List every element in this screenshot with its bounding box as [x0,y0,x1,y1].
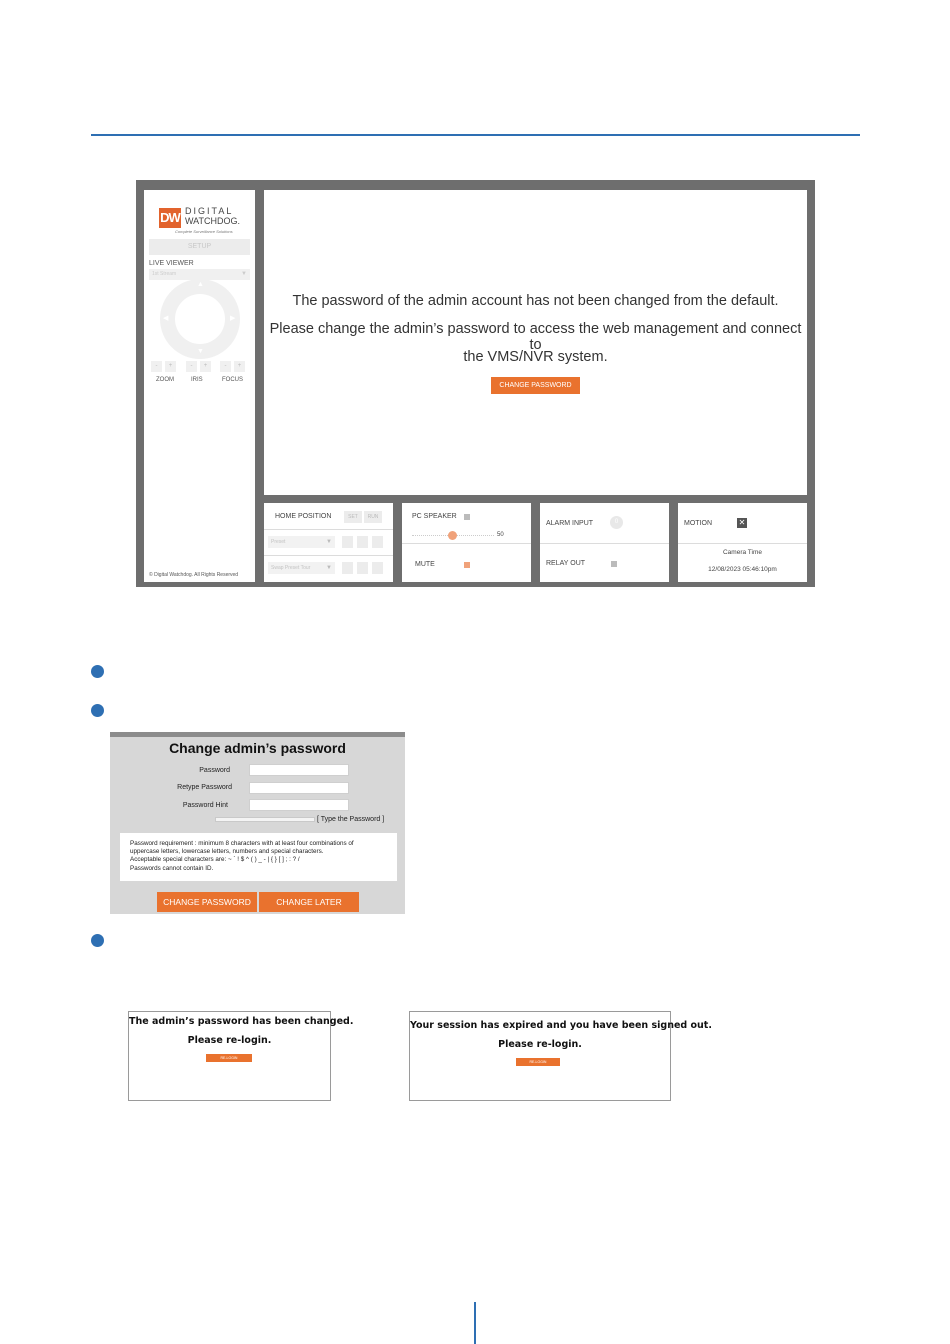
volume-value: 50 [497,532,504,538]
dialog-top-bar [110,732,405,737]
password-changed-dialog [128,1011,354,1101]
password-input[interactable] [249,764,349,776]
camera-time-label: Camera Time [722,549,762,556]
relogin-button[interactable]: RE-LOGIN [516,1058,560,1066]
requirement-line: uppercase letters, lowercase letters, numbers and special characters. [130,848,324,856]
divider [540,543,669,544]
chevron-down-icon: ▼ [241,271,247,277]
pc-speaker-label: PC SPEAKER [412,513,457,520]
pc-speaker-widget [402,503,531,582]
preset-tour-value: Swap Preset Tour [271,565,311,571]
preset-select-value: Preset [271,539,286,545]
chevron-down-icon: ▼ [326,565,332,571]
mute-checkbox[interactable] [464,562,470,568]
step-bullet [91,704,104,717]
preset-go-button[interactable] [342,536,353,548]
preset-set-button[interactable] [357,536,368,548]
logo-mark: DW [159,208,181,228]
warning-line1: The password of the admin account has not been changed from the default. [292,293,779,309]
zoom-in-button[interactable]: + [165,361,176,372]
home-position-label: HOME POSITION [275,513,332,520]
change-later-button[interactable]: CHANGE LATER [259,892,359,912]
password-changed-message: The admin’s password has been changed. [129,1016,354,1027]
setup-button[interactable]: SETUP [149,239,250,255]
logo-line2: WATCHDOG. [185,216,240,226]
retype-password-label: Retype Password [177,784,232,791]
requirement-line: Password requirement : minimum 8 characters with at least four combinations of [130,840,354,847]
step-bullet [91,934,104,947]
session-expired-dialog [409,1011,712,1101]
focus-near-button[interactable]: - [220,361,231,372]
password-strength-text: [ Type the Password ] [317,816,385,823]
retype-password-input[interactable] [249,782,349,794]
warning-line2: Please change the admin’s password to access the web management and connect to [269,321,802,353]
logo-tagline: Complete Surveillance Solutions [175,229,233,234]
session-expired-message: Your session has expired and you have been signed out. [410,1020,712,1031]
requirement-line: Acceptable special characters are: ~ ` ! $ ^ ( ) _ - | { } [ ] ; : ? / [130,856,300,864]
live-viewer-label: LIVE VIEWER [149,260,194,267]
step-bullet [91,665,104,678]
viewer-area [264,190,807,495]
password-strength-bar [215,817,315,822]
relay-out-label: RELAY OUT [546,560,586,567]
ptz-left-icon[interactable]: ◀ [163,315,169,322]
divider [264,529,393,530]
alarm-relay-widget [540,503,669,582]
camera-time-value: 12/08/2023 05:46:10pm [708,566,777,573]
tour-pause-button[interactable] [357,562,368,574]
page-footer-line [474,1302,476,1344]
divider [264,555,393,556]
password-hint-label: Password Hint [182,802,228,809]
relogin-prompt: Please re-login. [498,1039,582,1050]
relay-out-checkbox[interactable] [611,561,617,567]
preset-select[interactable] [268,536,335,548]
copyright: © Digital Watchdog. All Rights Reserved [149,572,239,578]
digital-watchdog-logo [159,206,244,236]
home-position-widget [264,503,393,582]
zoom-out-button[interactable]: - [151,361,162,372]
mute-label: MUTE [415,561,435,568]
iris-close-button[interactable]: - [186,361,197,372]
tour-stop-button[interactable] [372,562,383,574]
password-requirements [120,833,397,881]
divider [678,543,807,544]
volume-slider-thumb[interactable] [448,531,457,540]
preset-delete-button[interactable] [372,536,383,548]
motion-time-widget [678,503,807,582]
requirement-line: Passwords cannot contain ID. [130,864,214,872]
section-rule [91,134,860,136]
password-label: Password [199,767,230,774]
home-run-button[interactable]: RUN [364,511,382,523]
running-person-icon: ✕ [738,518,746,527]
live-viewer-value: 1st Stream [152,271,177,277]
iris-label: IRIS [191,377,203,383]
ptz-right-icon[interactable]: ▶ [230,315,236,322]
dialog-title: Change admin’s password [169,740,346,756]
motion-label: MOTION [684,520,712,527]
relogin-prompt: Please re-login. [187,1035,272,1046]
web-ui-screenshot [136,180,815,587]
ptz-up-icon[interactable]: ▲ [197,281,204,288]
alarm-input-label: ALARM INPUT [546,520,594,527]
ptz-joystick[interactable] [160,279,240,359]
focus-label: FOCUS [222,377,243,383]
dialog-change-password-button[interactable]: CHANGE PASSWORD [157,892,257,912]
ptz-center [175,294,225,344]
iris-controls [186,361,211,372]
divider [402,543,531,544]
home-set-button[interactable]: SET [344,511,362,523]
change-password-button[interactable]: CHANGE PASSWORD [491,377,580,394]
zoom-label: ZOOM [156,377,174,383]
preset-tour-select[interactable] [268,562,335,574]
relogin-button[interactable]: RE-LOGIN [206,1054,252,1062]
password-hint-input[interactable] [249,799,349,811]
alarm-indicator: 0 [610,516,623,529]
focus-controls [220,361,245,372]
change-password-dialog [110,732,405,914]
chevron-down-icon: ▼ [326,539,332,545]
sidebar [144,190,255,582]
pc-speaker-checkbox[interactable] [464,514,470,520]
focus-far-button[interactable]: + [234,361,245,372]
zoom-controls [151,361,176,372]
warning-line3: the VMS/NVR system. [463,349,608,365]
ptz-down-icon[interactable]: ▼ [197,348,204,355]
iris-open-button[interactable]: + [200,361,211,372]
tour-play-button[interactable] [342,562,353,574]
logo-line1: DIGITAL [185,206,234,216]
